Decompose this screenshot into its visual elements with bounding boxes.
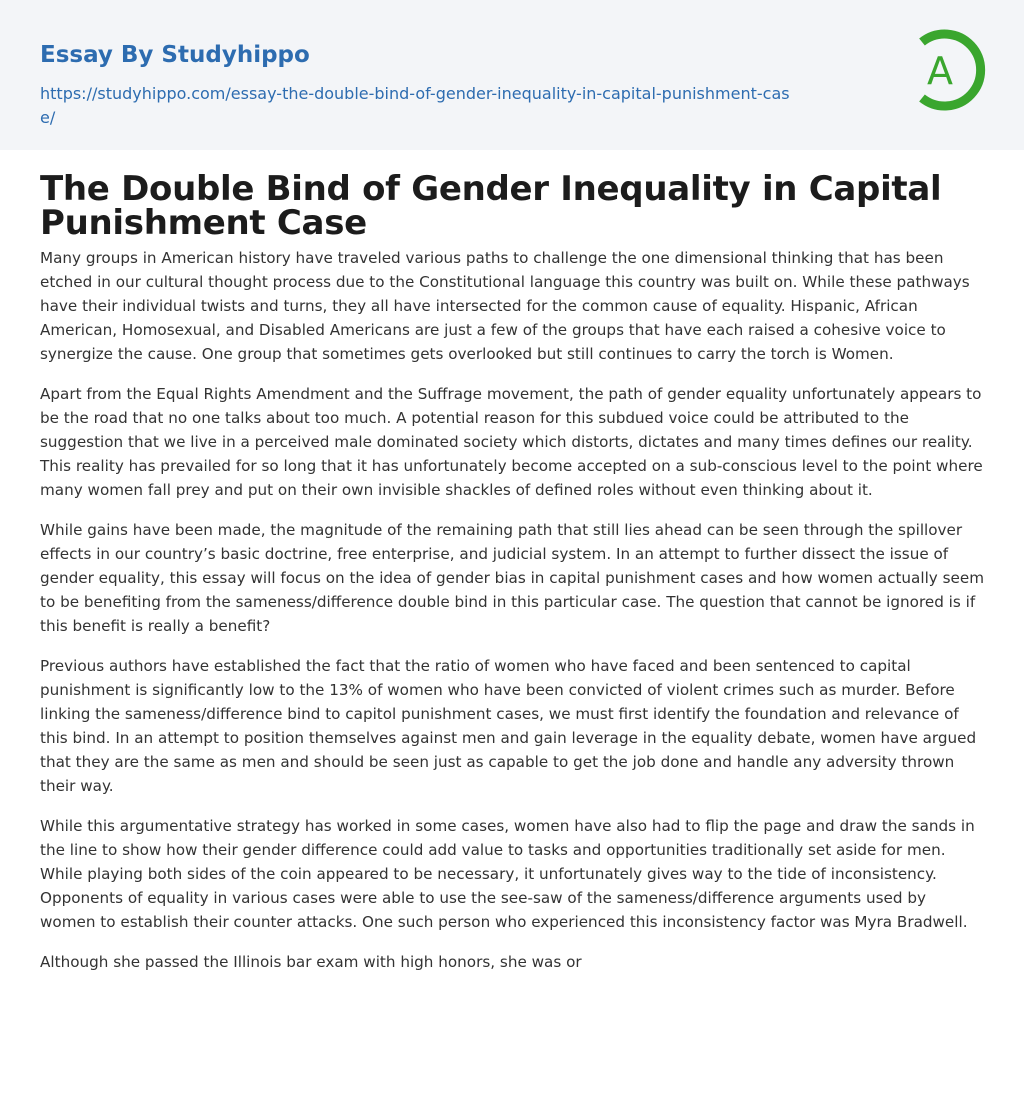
essay-paragraph: Apart from the Equal Rights Amendment and the Suffrage movement, the path of gender equality unfortunately appears to be the road that no one talks about too much. A potential reason for this subdued voice could be attributed to the suggestion that we live in a perceived male dominated society which distorts, dictates and many times defines our reality. This reality has prevailed for so long that it has unfortunately become accepted on a sub-conscious level to the point where many women fall prey and put on their own invisible shackles of defined roles without even thinking about it. — [40, 385, 983, 499]
essay-paragraph: Many groups in American history have traveled various paths to challenge the one dimensional thinking that has been etched in our cultural thought process due to the Constitutional language this country was built on. While these pathways have their individual twists and turns, they all have intersected for the common cause of equality. Hispanic, African American, Homosexual, and Disabled Americans are just a few of the groups that have each raised a cohesive voice to synergize the cause. One group that sometimes gets overlooked but still continues to carry the torch is Women. — [40, 249, 970, 363]
essay-paragraph: Previous authors have established the fact that the ratio of women who have faced and been sentenced to capital punishment is significantly low to the 13% of women who have been convicted of violent crimes such as murder. Before linking the sameness/difference bind to capitol punishment cases, we must first identify the foundation and relevance of this bind. In an attempt to position themselves against men and gain leverage in the equality debate, women have argued that they are the same as men and should be seen just as capable to get the job done and handle any adversity thrown their way. — [40, 657, 977, 795]
essay-url-link[interactable]: https://studyhippo.com/essay-the-double-bind-of-gender-inequality-in-capital-punishment-case/ — [40, 84, 790, 127]
essay-content — [0, 169, 1024, 974]
essay-paragraph: While this argumentative strategy has worked in some cases, women have also had to flip the page and draw the sands in the line to show how their gender difference could add value to tasks and opportunities traditionally set aside for men. While playing both sides of the coin appeared to be necessary, it unfortunately gives way to the tide of inconsistency. Opponents of equality in various cases were able to use the see-saw of the sameness/difference arguments used by women to establish their counter attacks. One such person who experienced this inconsistency factor was Myra Bradwell. — [40, 817, 975, 931]
essay-paragraph: While gains have been made, the magnitude of the remaining path that still lies ahead can be seen through the spillover effects in our country’s basic doctrine, free enterprise, and judicial system. In an attempt to further dissect the issue of gender equality, this essay will focus on the idea of gender bias in capital punishment cases and how women actually seem to be benefiting from the sameness/difference double bind in this particular case. The question that cannot be ignored is if this benefit is really a benefit? — [40, 521, 985, 635]
site-name[interactable]: Essay By Studyhippo — [40, 42, 310, 68]
site-header — [0, 0, 1024, 150]
essay-title: The Double Bind of Gender Inequality in Capital Punishment Case — [40, 169, 942, 243]
essay-paragraph-truncated: Although she passed the Illinois bar exam with high honors, she was or — [40, 953, 582, 971]
studyhippo-logo-icon[interactable] — [910, 28, 988, 116]
logo-letter: A — [927, 49, 953, 93]
